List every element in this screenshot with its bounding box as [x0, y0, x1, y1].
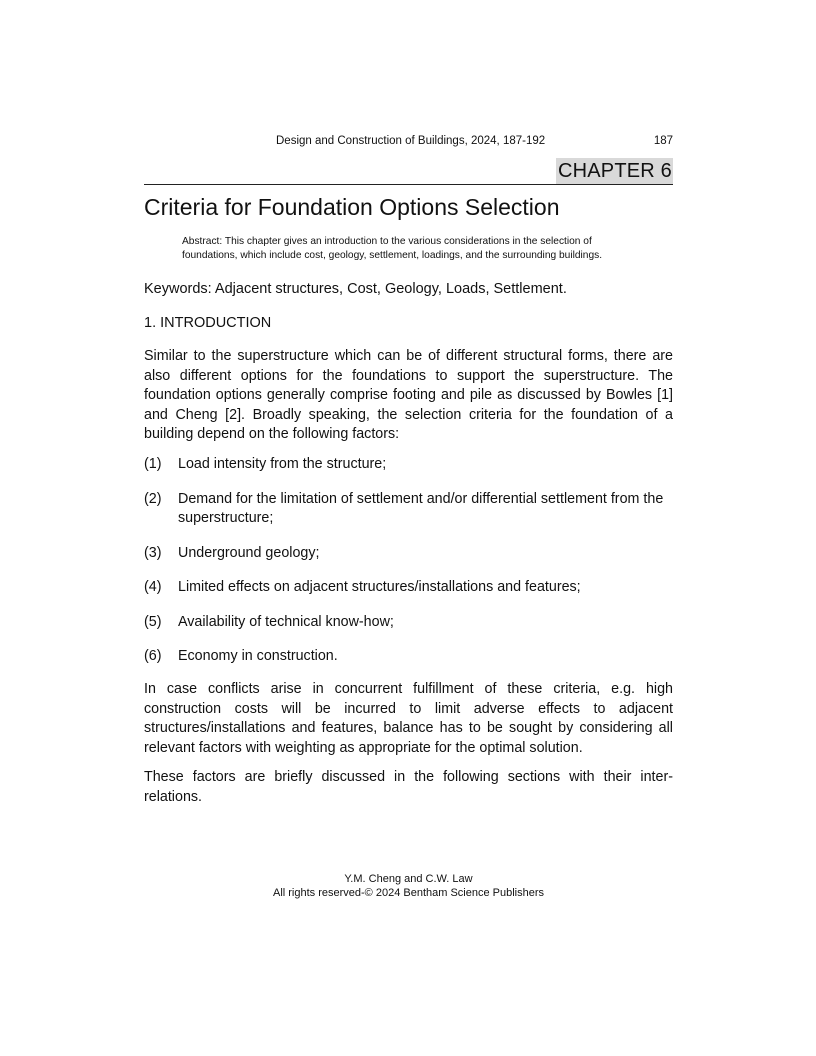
list-item: [144, 455, 673, 475]
footer-copyright: All rights reserved-© 2024 Bentham Science Publishers: [272, 887, 544, 899]
selection-criteria-list: [144, 455, 673, 682]
list-item: [144, 613, 673, 633]
running-header: [144, 133, 673, 149]
list-item: [144, 490, 673, 529]
list-item: [144, 647, 673, 667]
list-item-number: (3): [144, 544, 162, 561]
intro-paragraph-2: In case conflicts arise in concurrent fulfillment of these criteria, e.g. high construction costs will be incurred to limit adverse effects to adjacent structures/installations and features, balance has to be sought by considering all relevant factors with weighting as appropriate for the optimal solution.: [144, 681, 673, 756]
page-footer: [144, 872, 673, 900]
intro-paragraph-3: These factors are briefly discussed in the following sections with their inter-relations.: [144, 769, 673, 805]
intro-paragraph-1: Similar to the superstructure which can be of different structural forms, there are also different options for the foundations to support the superstructure. The foundation options generally comprise footing and pile as discussed by Bowles [1] and Cheng [2]. Broadly speaking, the selection criteria for the foundation of a building depend on the following factors:: [144, 348, 673, 442]
journal-running-title: Design and Construction of Buildings, 2024, 187-192: [276, 135, 546, 147]
list-item-number: (6): [144, 648, 162, 664]
list-item-text: Demand for the limitation of settlement and/or differential settlement from the superstructure;: [178, 490, 664, 526]
list-item-text: Underground geology;: [178, 544, 320, 561]
chapter-divider: [144, 184, 673, 185]
chapter-label: CHAPTER 6: [557, 160, 672, 182]
list-item-number: (4): [144, 579, 162, 595]
page-number: 187: [653, 135, 673, 147]
section-heading: 1. INTRODUCTION: [144, 315, 272, 331]
keywords: Keywords: Adjacent structures, Cost, Geology, Loads, Settlement.: [144, 281, 567, 297]
footer-authors: Y.M. Cheng and C.W. Law: [344, 873, 473, 885]
list-item-text: Load intensity from the structure;: [178, 456, 387, 472]
list-item-text: Economy in construction.: [178, 648, 338, 664]
abstract: Abstract: This chapter gives an introduction to the various considerations in the selection of foundations, which include cost, geology, settlement, loadings, and the surrounding buildings.: [182, 236, 603, 261]
list-item-number: (5): [144, 613, 162, 630]
list-item-text: Availability of technical know-how;: [178, 613, 394, 630]
list-item: [144, 578, 673, 598]
list-item-text: Limited effects on adjacent structures/installations and features;: [178, 579, 581, 595]
list-item-number: (1): [144, 456, 162, 472]
list-item: [144, 544, 673, 564]
list-item-number: (2): [144, 490, 162, 507]
chapter-title: Criteria for Foundation Options Selection: [144, 194, 560, 220]
